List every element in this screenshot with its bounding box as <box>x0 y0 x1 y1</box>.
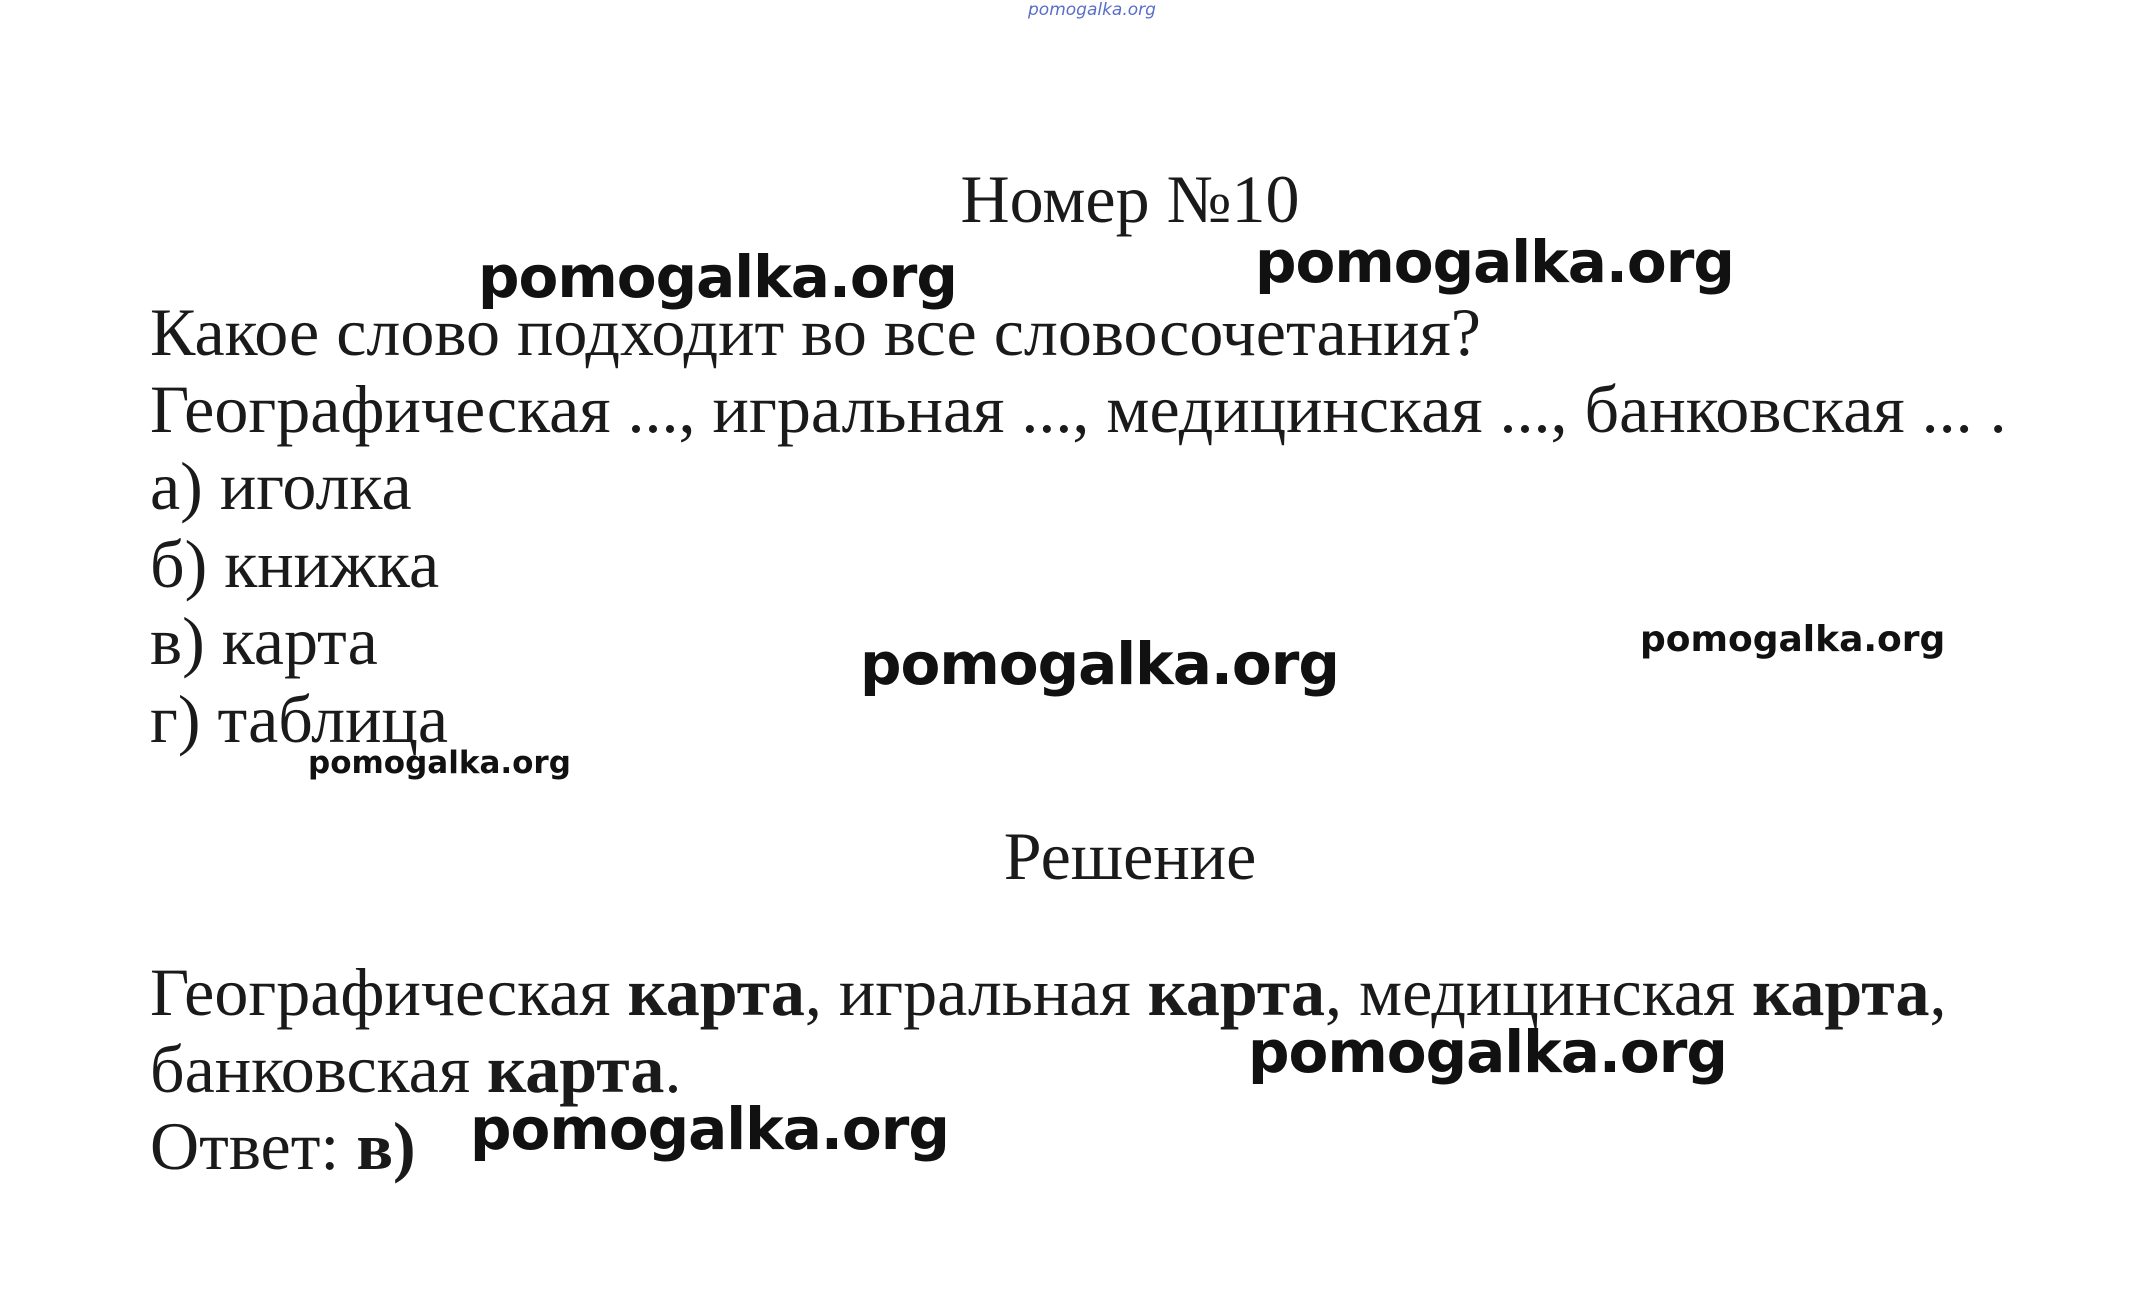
solution-text: , игральная <box>804 954 1148 1030</box>
page-title: Номер №10 <box>960 161 1300 237</box>
watermark: pomogalka.org <box>1248 1018 1727 1086</box>
watermark: pomogalka.org <box>860 630 1339 698</box>
solution-answer-word: карта <box>627 954 805 1030</box>
watermark: pomogalka.org <box>478 243 957 311</box>
solution-text: . <box>664 1031 682 1107</box>
solution-heading: Решение <box>1003 818 1257 894</box>
solution-text: , медицинская <box>1325 954 1753 1030</box>
solution-answer-word: карта <box>1147 954 1326 1030</box>
option-b: б) книжка <box>150 526 440 602</box>
solution-text: Географическая <box>150 954 628 1030</box>
answer-label: Ответ: <box>150 1108 357 1184</box>
solution-line-1 <box>150 954 1947 1030</box>
option-a: а) иголка <box>150 448 412 524</box>
watermark: pomogalka.org <box>308 745 571 781</box>
solution-text: банковская <box>150 1031 488 1107</box>
question-line-1: Какое слово подходит во все словосочетания? <box>150 294 1481 370</box>
solution-line-2 <box>150 1031 682 1107</box>
watermark: pomogalka.org <box>1640 619 1946 660</box>
question-line-2: Географическая ..., игральная ..., медицинская ..., банковская ... . <box>150 371 2007 447</box>
answer-value: в) <box>356 1108 416 1184</box>
solution-answer-word: карта <box>1752 954 1930 1030</box>
solution-text: , <box>1929 954 1947 1030</box>
answer-line <box>150 1108 416 1184</box>
header-watermark: pomogalka.org <box>1028 0 1156 20</box>
watermark: pomogalka.org <box>470 1095 949 1163</box>
solution-answer-word: карта <box>487 1031 665 1107</box>
option-c: в) карта <box>150 603 378 679</box>
option-d: г) таблица <box>150 681 449 757</box>
watermark: pomogalka.org <box>1255 228 1734 296</box>
